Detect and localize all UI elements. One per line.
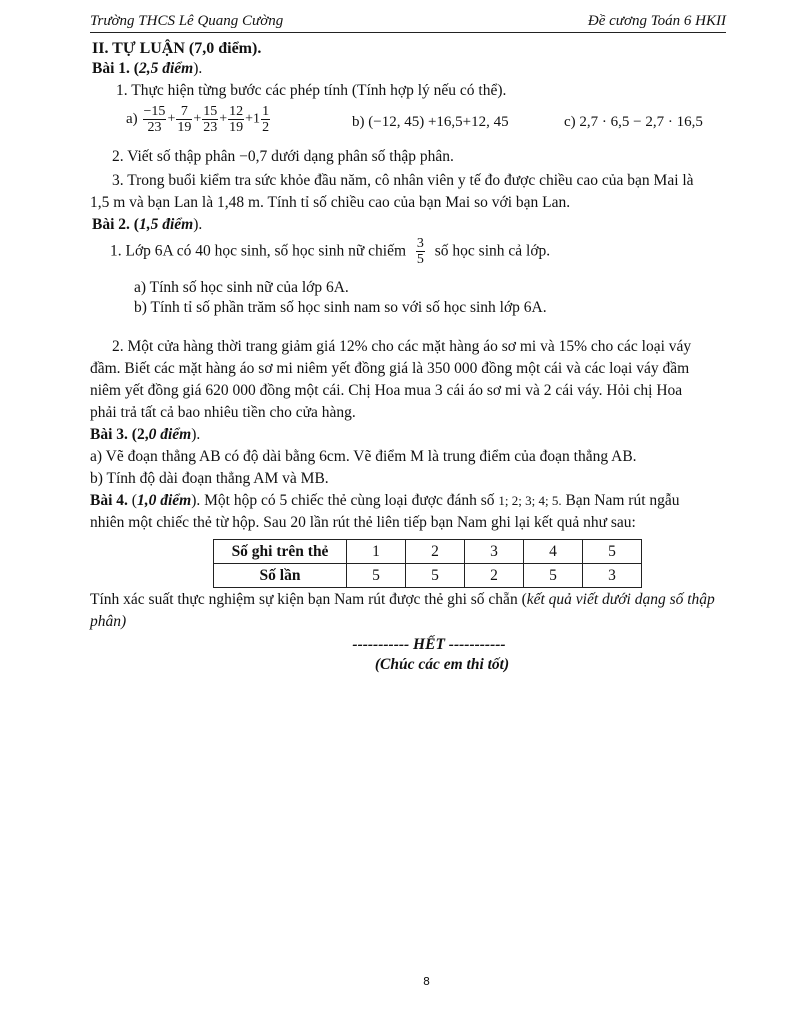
bai1-expr-a: a) $\frac{-15}{23}$ + $\frac{7}{19}$ + $\frac{15}{23}$ + $\frac{12}{19}$ +1 $\frac{1}{2}$ <box>126 104 270 135</box>
bai4-text: Một hộp có 5 chiếc thẻ cùng loại được đánh số <box>200 492 499 509</box>
bai4-question-text: Tính xác suất thực nghiệm sự kiện bạn Nam rút được thẻ ghi số chẵn ( <box>90 591 527 608</box>
bai3-qa: a) Vẽ đoạn thẳng AB có độ dài bằng 6cm. Vẽ điểm M là trung điểm của đoạn thẳng AB. <box>90 448 637 465</box>
page-number: 8 <box>423 975 430 988</box>
table-header-cell: Số lần <box>214 564 347 588</box>
bai1-label: Bài 1. ( <box>92 60 139 77</box>
bai2-label: Bài 2. ( <box>92 216 139 233</box>
table-cell: 5 <box>347 564 406 588</box>
table-cell: 3 <box>465 540 524 564</box>
expr-b-label: b) <box>352 114 365 130</box>
table-cell: 5 <box>583 540 642 564</box>
bai4-numbers: 1; 2; 3; 4; 5. <box>498 493 562 508</box>
table-cell: 2 <box>465 564 524 588</box>
page-header <box>90 12 726 33</box>
bai4-question-italic: kết quả viết dưới dạng số thập <box>526 591 715 608</box>
table-cell: 3 <box>583 564 642 588</box>
expr-c: 2,7 · 6,5 − 2,7 · 16,5 <box>579 114 703 130</box>
bai1-q3-line1: 3. Trong buổi kiểm tra sức khỏe đầu năm, cô nhân viên y tế đo được chiều cao của bạn Mai là <box>112 172 694 189</box>
bai3-points-italic: 0 điểm <box>148 426 192 443</box>
school-name: Trường THCS Lê Quang Cường <box>90 13 284 29</box>
table-cell: 5 <box>406 564 465 588</box>
expr-a-label: a) <box>126 111 138 127</box>
fraction: $\frac{15}{23}$ <box>203 104 218 135</box>
bai3-heading <box>90 426 200 444</box>
bai4-text2: Bạn Nam rút ngẫu <box>561 492 680 509</box>
table-row <box>214 540 642 564</box>
section-title: II. TỰ LUẬN (7,0 điểm). <box>92 40 262 57</box>
good-luck-message: (Chúc các em thi tốt) <box>374 656 510 673</box>
bai2-q2-line1: 2. Một cửa hàng thời trang giảm giá 12% cho các mặt hàng áo sơ mi và 15% cho các loại váy <box>112 338 692 355</box>
table-cell: 1 <box>347 540 406 564</box>
mixed-whole: +1 <box>245 111 261 127</box>
bai1-points: 2,5 điểm <box>138 60 194 77</box>
fraction: $\frac{12}{19}$ <box>229 104 244 135</box>
bai2-q1-text: 1. Lớp 6A có 40 học sinh, số học sinh nữ chiếm <box>110 242 406 260</box>
bai1-expr-b <box>352 114 509 131</box>
bai2-points: 1,5 điểm <box>138 216 194 233</box>
bai4-line2: nhiên một chiếc thẻ từ hộp. Sau 20 lần rút thẻ liên tiếp bạn Nam ghi lại kết quả như sau: <box>90 514 636 531</box>
fraction: $\frac{1}{2}$ <box>262 104 270 135</box>
bai4-label: Bài 4. <box>90 492 128 509</box>
bai2-q2-line4: phải trả tất cả bao nhiêu tiền cho cửa hàng. <box>90 404 356 421</box>
bai2-q2-line3: niêm yết đồng giá 620 000 đồng một cái. Chị Hoa mua 3 cái áo sơ mi và 2 cái váy. Hỏi chị Hoa <box>90 382 683 399</box>
bai2-q1b: b) Tính tỉ số phần trăm số học sinh nam so với số học sinh lớp 6A. <box>134 299 547 316</box>
results-table <box>213 539 642 588</box>
bai4-question-line1 <box>90 591 715 609</box>
bai2-q1-text-after: số học sinh cả lớp. <box>434 242 551 260</box>
bai1-expr-c <box>564 114 703 131</box>
fraction: $\frac{3}{5}$ <box>416 236 424 267</box>
bai2-q2-line2: đầm. Biết các mặt hàng áo sơ mi niêm yết đồng giá là 350 000 đồng một cái và các loại váy đầm <box>90 360 690 377</box>
bai4-line1: Bài 4. (1,0 điểm). Một hộp có 5 chiếc thẻ cùng loại được đánh số 1; 2; 3; 4; 5. Bạn Nam rút ngẫu <box>90 492 680 509</box>
table-cell: 4 <box>524 540 583 564</box>
document-title: Đề cương Toán 6 HKII <box>587 13 726 29</box>
bai4-question-line2: phân) <box>90 613 127 630</box>
bai2-heading <box>92 216 202 234</box>
bai1-q1: 1. Thực hiện từng bước các phép tính (Tính hợp lý nếu có thể). <box>116 82 507 99</box>
bai1-close: ). <box>193 60 203 77</box>
expr-c-label: c) <box>564 114 576 130</box>
table-row <box>214 564 642 588</box>
bai3-points-bold: 2, <box>136 426 149 443</box>
bai4-points: 1,0 điểm <box>136 492 192 509</box>
bai3-qb: b) Tính độ dài đoạn thẳng AM và MB. <box>90 470 329 487</box>
expr-b: (−12, 45) +16,5+12, 45 <box>368 114 509 130</box>
end-marker: ----------- HẾT ----------- <box>352 636 506 653</box>
bai1-q3-line2: 1,5 m và bạn Lan là 1,48 m. Tính tỉ số chiều cao của bạn Mai so với bạn Lan. <box>90 194 571 211</box>
fraction: $\frac{7}{19}$ <box>177 104 192 135</box>
table-cell: 2 <box>406 540 465 564</box>
bai3-label: Bài 3. ( <box>90 426 137 443</box>
bai1-q2: 2. Viết số thập phân −0,7 dưới dạng phân số thập phân. <box>112 148 454 165</box>
table-header-cell: Số ghi trên thẻ <box>214 540 347 564</box>
bai2-close: ). <box>193 216 203 233</box>
fraction: $\frac{-15}{23}$ <box>143 104 166 135</box>
bai3-close: ). <box>191 426 201 443</box>
bai1-heading <box>92 60 202 78</box>
bai2-q1 <box>110 236 550 276</box>
bai2-q1a: a) Tính số học sinh nữ của lớp 6A. <box>134 279 349 296</box>
table-cell: 5 <box>524 564 583 588</box>
